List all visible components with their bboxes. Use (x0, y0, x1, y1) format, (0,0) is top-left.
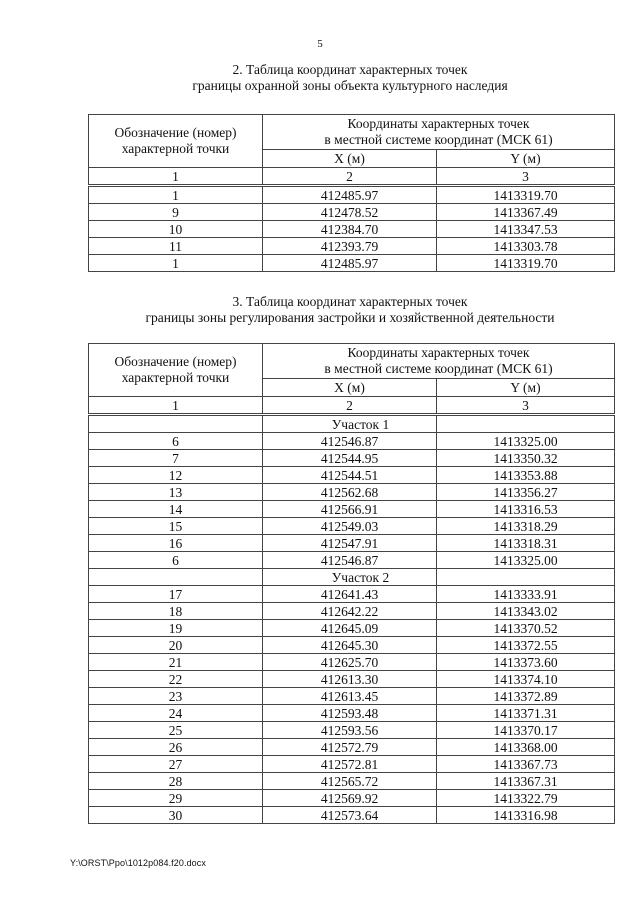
table-row (89, 238, 615, 255)
point-number-cell: 29 (89, 790, 263, 807)
y-coordinate-cell: 1413367.49 (437, 204, 615, 221)
y-coordinate-cell: 1413371.31 (437, 705, 615, 722)
point-number-cell: 9 (89, 204, 263, 221)
x-coordinate-cell: 412485.97 (263, 186, 437, 204)
x-coordinate-cell: 412384.70 (263, 221, 437, 238)
table2-caption-line2: границы охранной зоны объекта культурного наследия (192, 78, 508, 93)
y-coordinate-cell: 1413318.31 (437, 535, 615, 552)
x-header: X (м) (263, 379, 437, 397)
x-coordinate-cell: 412593.48 (263, 705, 437, 722)
y-coordinate-cell: 1413333.91 (437, 586, 615, 603)
table-row (89, 221, 615, 238)
x-coordinate-cell: 412613.30 (263, 671, 437, 688)
point-number-cell: 18 (89, 603, 263, 620)
y-coordinate-cell: 1413347.53 (437, 221, 615, 238)
col-number-1: 1 (89, 397, 263, 415)
section-row (89, 415, 615, 433)
table-row (89, 450, 615, 467)
col-number-2: 2 (263, 168, 437, 186)
table-row (89, 637, 615, 654)
x-coordinate-cell: 412566.91 (263, 501, 437, 518)
x-coordinate-cell: 412645.09 (263, 620, 437, 637)
section-row (89, 569, 615, 586)
table-row (89, 518, 615, 535)
table-row (89, 586, 615, 603)
table-row (89, 756, 615, 773)
x-header: X (м) (263, 150, 437, 168)
table3-caption-line1: 3. Таблица координат характерных точек (232, 294, 468, 309)
table-row (89, 484, 615, 501)
table-row (89, 204, 615, 221)
point-number-cell: 17 (89, 586, 263, 603)
x-coordinate-cell: 412613.45 (263, 688, 437, 705)
point-number-cell: 28 (89, 773, 263, 790)
table3-coordinates (88, 343, 615, 824)
table-row (89, 620, 615, 637)
x-coordinate-cell: 412485.97 (263, 255, 437, 272)
point-number-cell: 24 (89, 705, 263, 722)
col-number-3: 3 (437, 397, 615, 415)
x-coordinate-cell: 412478.52 (263, 204, 437, 221)
y-coordinate-cell: 1413373.60 (437, 654, 615, 671)
point-header (89, 344, 263, 397)
point-number-cell: 14 (89, 501, 263, 518)
coords-header-line2: в местной системе координат (МСК 61) (324, 361, 553, 376)
table-row (89, 603, 615, 620)
point-header-line1: Обозначение (номер) (114, 125, 237, 140)
table-row (89, 688, 615, 705)
x-coordinate-cell: 412393.79 (263, 238, 437, 255)
x-coordinate-cell: 412562.68 (263, 484, 437, 501)
table-row (89, 501, 615, 518)
point-number-cell: 27 (89, 756, 263, 773)
empty-cell (437, 569, 615, 586)
table-row (89, 739, 615, 756)
point-number-cell: 1 (89, 186, 263, 204)
table3-caption-line2: границы зоны регулирования застройки и хозяйственной деятельности (145, 310, 555, 325)
y-coordinate-cell: 1413350.32 (437, 450, 615, 467)
point-number-cell: 10 (89, 221, 263, 238)
table-row (89, 552, 615, 569)
y-coordinate-cell: 1413325.00 (437, 552, 615, 569)
point-number-cell: 21 (89, 654, 263, 671)
y-coordinate-cell: 1413316.53 (437, 501, 615, 518)
col-number-3: 3 (437, 168, 615, 186)
y-coordinate-cell: 1413367.73 (437, 756, 615, 773)
table-row (89, 773, 615, 790)
y-coordinate-cell: 1413372.89 (437, 688, 615, 705)
y-coordinate-cell: 1413325.00 (437, 433, 615, 450)
y-coordinate-cell: 1413370.17 (437, 722, 615, 739)
table2-caption (60, 62, 640, 94)
col-number-2: 2 (263, 397, 437, 415)
table-row (89, 433, 615, 450)
x-coordinate-cell: 412593.56 (263, 722, 437, 739)
page-number: 5 (317, 38, 323, 50)
y-header: Y (м) (437, 150, 615, 168)
coords-header (263, 115, 615, 150)
section-title-cell (263, 569, 437, 586)
x-coordinate-cell: 412546.87 (263, 433, 437, 450)
y-coordinate-cell: 1413343.02 (437, 603, 615, 620)
y-coordinate-cell: 1413370.52 (437, 620, 615, 637)
point-number-cell: 22 (89, 671, 263, 688)
point-number-cell: 25 (89, 722, 263, 739)
table-row (89, 722, 615, 739)
point-number-cell: 12 (89, 467, 263, 484)
point-number-cell: 6 (89, 433, 263, 450)
table-row (89, 535, 615, 552)
y-coordinate-cell: 1413368.00 (437, 739, 615, 756)
table-row (89, 790, 615, 807)
point-number-cell: 13 (89, 484, 263, 501)
y-coordinate-cell: 1413374.10 (437, 671, 615, 688)
y-header: Y (м) (437, 379, 615, 397)
point-header-line1: Обозначение (номер) (114, 354, 237, 369)
x-coordinate-cell: 412547.91 (263, 535, 437, 552)
empty-cell (89, 569, 263, 586)
point-header-line2: характерной точки (121, 141, 230, 156)
point-number-cell: 30 (89, 807, 263, 824)
empty-cell (437, 415, 615, 433)
table-row (89, 654, 615, 671)
coords-header-line1: Координаты характерных точек (347, 345, 530, 360)
table-row (89, 807, 615, 824)
y-coordinate-cell: 1413356.27 (437, 484, 615, 501)
x-coordinate-cell: 412641.43 (263, 586, 437, 603)
point-number-cell: 1 (89, 255, 263, 272)
y-coordinate-cell: 1413316.98 (437, 807, 615, 824)
point-number-cell: 15 (89, 518, 263, 535)
table2-coordinates (88, 114, 615, 272)
x-coordinate-cell: 412544.51 (263, 467, 437, 484)
point-number-cell: 6 (89, 552, 263, 569)
point-number-cell: 20 (89, 637, 263, 654)
point-number-cell: 16 (89, 535, 263, 552)
x-coordinate-cell: 412565.72 (263, 773, 437, 790)
x-coordinate-cell: 412572.81 (263, 756, 437, 773)
x-coordinate-cell: 412569.92 (263, 790, 437, 807)
point-number-cell: 23 (89, 688, 263, 705)
y-coordinate-cell: 1413372.55 (437, 637, 615, 654)
table-row (89, 705, 615, 722)
y-coordinate-cell: 1413322.79 (437, 790, 615, 807)
coords-header-line2: в местной системе координат (МСК 61) (324, 132, 553, 147)
x-coordinate-cell: 412544.95 (263, 450, 437, 467)
table-row (89, 186, 615, 204)
point-number-cell: 11 (89, 238, 263, 255)
point-number-cell: 19 (89, 620, 263, 637)
empty-cell (89, 415, 263, 433)
table2-caption-line1: 2. Таблица координат характерных точек (232, 62, 468, 77)
point-number-cell: 26 (89, 739, 263, 756)
x-coordinate-cell: 412572.79 (263, 739, 437, 756)
col-number-1: 1 (89, 168, 263, 186)
section-title: Участок 2 (331, 569, 390, 585)
section-title-cell (263, 415, 437, 433)
x-coordinate-cell: 412645.30 (263, 637, 437, 654)
table-row (89, 671, 615, 688)
section-title: Участок 1 (331, 416, 390, 432)
y-coordinate-cell: 1413367.31 (437, 773, 615, 790)
footer-file-path: Y:\ORST\Ppo\1012p084.f20.docx (70, 858, 206, 868)
y-coordinate-cell: 1413318.29 (437, 518, 615, 535)
x-coordinate-cell: 412549.03 (263, 518, 437, 535)
x-coordinate-cell: 412546.87 (263, 552, 437, 569)
point-header-line2: характерной точки (121, 370, 230, 385)
x-coordinate-cell: 412625.70 (263, 654, 437, 671)
coords-header (263, 344, 615, 379)
table-row (89, 467, 615, 484)
table3-caption (60, 294, 640, 326)
x-coordinate-cell: 412573.64 (263, 807, 437, 824)
y-coordinate-cell: 1413353.88 (437, 467, 615, 484)
x-coordinate-cell: 412642.22 (263, 603, 437, 620)
y-coordinate-cell: 1413319.70 (437, 186, 615, 204)
coords-header-line1: Координаты характерных точек (347, 116, 530, 131)
point-header (89, 115, 263, 168)
y-coordinate-cell: 1413303.78 (437, 238, 615, 255)
point-number-cell: 7 (89, 450, 263, 467)
y-coordinate-cell: 1413319.70 (437, 255, 615, 272)
table-row (89, 255, 615, 272)
